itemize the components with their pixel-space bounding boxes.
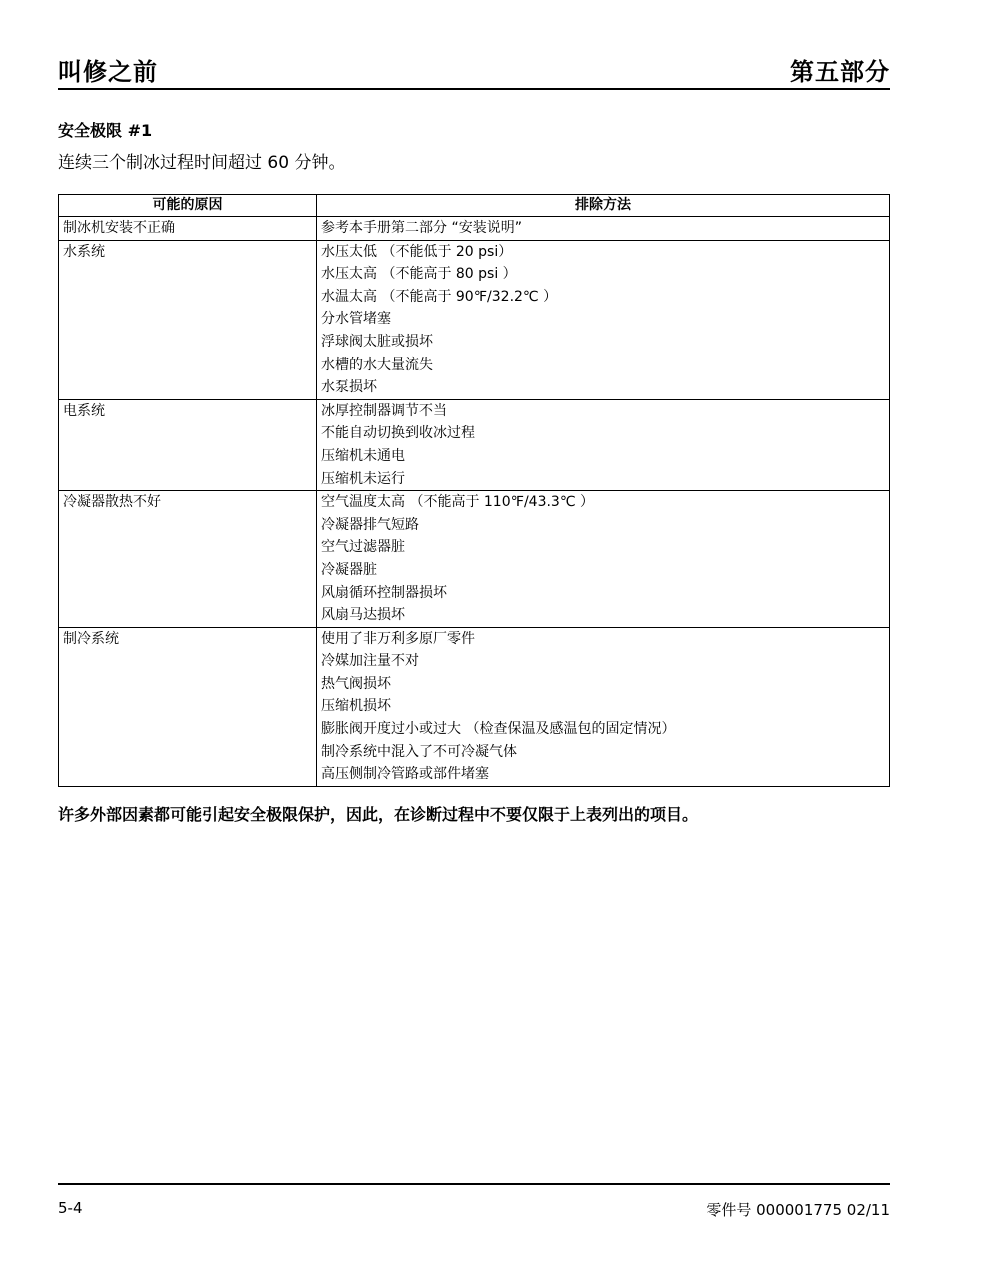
safety-limit-description: 连续三个制冰过程时间超过 60 分钟。 [58, 153, 346, 173]
cause-text: 制冷系统 [63, 630, 119, 647]
remedy-item: 压缩机损坏 [321, 698, 391, 715]
cause-text: 冷凝器散热不好 [63, 494, 161, 511]
remedy-item: 空气温度太高 （不能高于 110℉/43.3℃ ） [321, 494, 595, 511]
remedy-cell [317, 217, 890, 241]
remedy-item: 参考本手册第二部分 “安装说明” [321, 220, 522, 236]
cause-cell [59, 627, 317, 786]
troubleshooting-table [58, 194, 890, 787]
cause-cell [59, 240, 317, 399]
cause-cell [59, 217, 317, 241]
safety-limit-title: 安全极限 #1 [58, 121, 153, 140]
table-row [59, 217, 890, 241]
remedy-item: 制冷系统中混入了不可冷凝气体 [321, 743, 517, 760]
cause-text: 水系统 [63, 243, 105, 260]
footnote: 许多外部因素都可能引起安全极限保护，因此，在诊断过程中不要仅限于上表列出的项目。 [58, 805, 699, 824]
part-number: 零件号 000001775 02/11 [706, 1201, 890, 1219]
remedy-item: 水压太高 （不能高于 80 psi ） [321, 266, 517, 283]
remedy-item: 冷凝器脏 [321, 561, 377, 578]
remedy-item: 冷凝器排气短路 [321, 516, 419, 533]
table-row [59, 627, 890, 786]
page-number: 5-4 [58, 1199, 83, 1217]
remedy-cell [317, 491, 890, 628]
remedy-item: 风扇马达损坏 [321, 607, 405, 624]
remedy-item: 风扇循环控制器损坏 [321, 584, 447, 601]
remedy-item: 不能自动切换到收冰过程 [321, 425, 475, 442]
table-row [59, 240, 890, 399]
cause-text: 电系统 [63, 402, 105, 419]
chapter-title: 叫修之前 [58, 58, 158, 86]
remedy-item: 水泵损坏 [321, 379, 377, 396]
remedy-item: 冰厚控制器调节不当 [321, 402, 447, 419]
remedy-item: 分水管堵塞 [321, 311, 391, 328]
remedy-item: 使用了非万利多原厂零件 [321, 630, 475, 647]
remedy-item: 水压太低 （不能低于 20 psi） [321, 243, 513, 260]
remedy-item: 浮球阀太脏或损坏 [321, 333, 433, 350]
remedy-cell [317, 240, 890, 399]
remedy-item: 空气过滤器脏 [321, 539, 405, 556]
table-header-row [59, 195, 890, 217]
table-row [59, 491, 890, 628]
footer-divider [58, 1183, 890, 1185]
remedy-item: 冷媒加注量不对 [321, 653, 419, 670]
remedy-cell [317, 399, 890, 490]
remedy-item: 压缩机未通电 [321, 447, 405, 464]
remedy-cell [317, 627, 890, 786]
remedy-item: 高压侧制冷管路或部件堵塞 [321, 766, 489, 783]
section-label: 第五部分 [790, 58, 890, 86]
header-divider [58, 88, 890, 90]
cause-cell [59, 399, 317, 490]
remedy-item: 热气阀损坏 [321, 675, 391, 692]
remedy-item: 压缩机未运行 [321, 470, 405, 487]
header-remedy: 排除方法 [317, 195, 890, 217]
remedy-item: 膨胀阀开度过小或过大 （检查保温及感温包的固定情况） [321, 721, 676, 738]
remedy-item: 水温太高 （不能高于 90℉/32.2℃ ） [321, 288, 558, 305]
header-possible-cause: 可能的原因 [59, 195, 317, 217]
cause-cell [59, 491, 317, 628]
table-row [59, 399, 890, 490]
cause-text: 制冰机安装不正确 [63, 220, 175, 236]
remedy-item: 水槽的水大量流失 [321, 356, 433, 373]
